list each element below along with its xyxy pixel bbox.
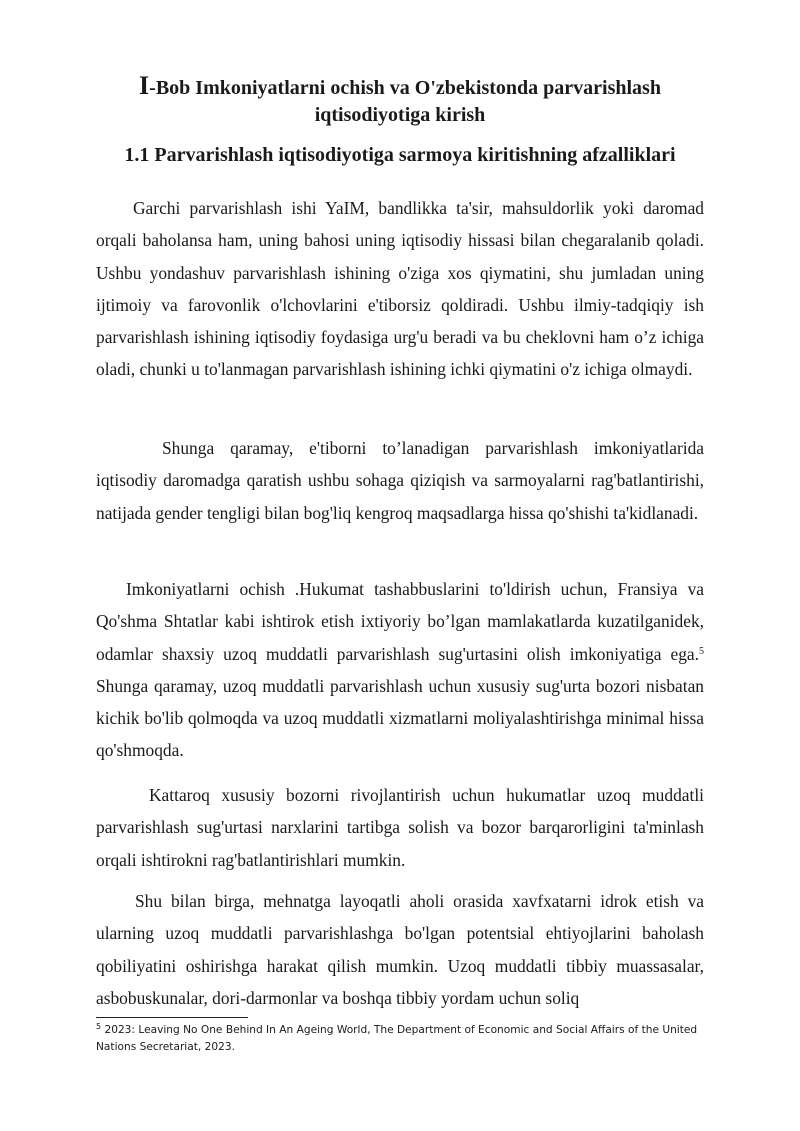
paragraph-3-text-a: Imkoniyatlarni ochish .Hukumat tashabbuslarini to'ldirish uchun, Fransiya va Qo'shma Shtatlar kabi ishtirok etish ixtiyoriy bo’lgan mamlakatlarda kuzatilganidek, odamlar shaxsiy uzoq muddatli parvarishlash sug'urtasini olish imkoniyatiga ega. [96,579,704,664]
section-title: 1.1 Parvarishlash iqtisodiyotiga sarmoya kiritishning afzalliklari [124,144,676,166]
footnote-text: 2023: Leaving No One Behind In An Ageing World, The Department of Economic and Social Affairs of the United Nations Secretariat, 2023. [96,1024,698,1053]
paragraph-3 [96,573,704,767]
footnote-reference[interactable]: 5 [699,645,704,657]
chapter-letter: I [139,71,150,100]
chapter-title [96,72,704,129]
footnote-separator [96,1017,248,1018]
paragraph-5: Shu bilan birga, mehnatga layoqatli aholi orasida xavfxatarni idrok etish va ularning uzoq muddatli parvarishlashga bo'lgan potentsial ehtiyojlarini baholash qobiliyatini oshirishga harakat qilish mumkin. Uzoq muddatli tibbiy muassasalar, asbobuskunalar, dori-darmonlar va boshqa tibbiy yordam uchun soliq [96,891,704,1008]
paragraph-2: Shunga qaramay, e'tiborni to’lanadigan parvarishlash imkoniyatlarida iqtisodiy daromadga qaratish ushbu sohaga qiziqish va sarmoyalarni rag'batlantirishi, natijada gender tengligi bilan bog'liq kengroq maqsadlarga hissa qo'shishi ta'kidlanadi. [96,438,704,523]
paragraph-3-text-b: Shunga qaramay, uzoq muddatli parvarishlash uchun xususiy sug'urta bozori nisbatan kichik bo'lib qolmoqda va uzoq muddatli xizmatlarni moliyalashtirishga minimal hissa qo'shmoqda. [96,675,704,761]
paragraph-1: Garchi parvarishlash ishi YaIM, bandlikka ta'sir, mahsuldorlik yoki daromad orqali baholansa ham, uning bahosi uning iqtisodiy hissasi bilan chegaralanib qoladi. Ushbu yondashuv parvarishlash ishining o'ziga xos qiymatini, shu jumladan uning ijtimoiy va farovonlik o'lchovlarini e'tiborsiz qoldiradi. Ushbu ilmiy-tadqiqiy ish parvarishlash ishining iqtisodiy foydasiga urg'u beradi va bu cheklovni ham o’z ichiga oladi, chunki u to'lanmagan parvarishlash ishining ichki qiymatini o'z ichiga olmaydi. [96,198,704,380]
paragraph-4: Kattaroq xususiy bozorni rivojlantirish uchun hukumatlar uzoq muddatli parvarishlash sug'urtasi narxlarini tartibga solish va bozor barqarorligini ta'minlash orqali ishtirokni rag'batlantirishlari mumkin. [96,785,704,870]
footnote-number: 5 [96,1022,102,1031]
footnote [96,1022,704,1056]
chapter-title-text: -Bob Imkoniyatlarni ochish va O'zbekistonda parvarishlash iqtisodiyotiga kirish [149,77,661,126]
